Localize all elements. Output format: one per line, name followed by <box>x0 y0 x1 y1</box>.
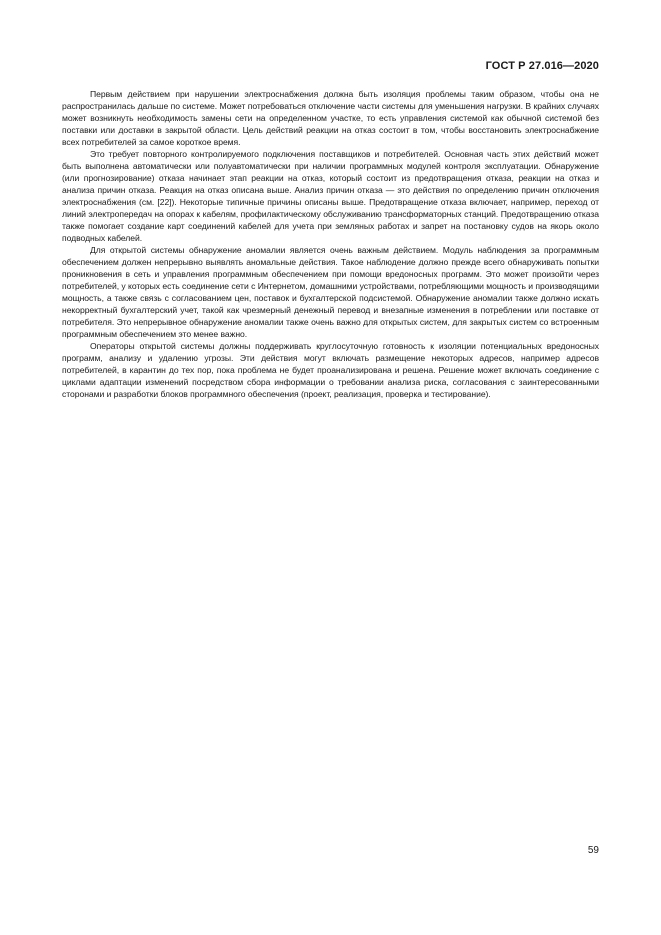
paragraph-operators: Операторы открытой системы должны поддерживать круглосуточную готовность к изоляции потенциальных вредоносных программ, анализу и удалению угрозы. Эти действия могут включать размещение некоторых адресов, например адресов потребителей, в карантин до тех пор, пока проблема не будет проанализирована и решена. Решение может включать соединение с циклами адаптации изменений посредством сбора информации о требовании анализа риска, согласования с заинтересованными сторонами и разработки блоков программного обеспечения (проект, реализация, проверка и тестирование). <box>62 341 599 399</box>
page-number: 59 <box>587 845 599 856</box>
paragraph-anomaly-detection: Для открытой системы обнаружение аномалии является очень важным действием. Модуль наблюдения за программным обеспечением должен непрерывно выявлять аномальные действия. Такое наблюдение должно прежде всего обнаруживать попытки проникновения в сеть и управления программным обеспечением при помощи вредоносных программ. Это может произойти через потребителей, у которых есть соединение сети с Интернетом, домашними устройствами, потребляющими мощность и производящими мощность, а также связь с согласованием цен, поставок и бухгалтерской подсистемой. Обнаружение аномалии также должно искать некорректный бухгалтерский учет, такой как чрезмерный денежный перевод и внезапные изменения в потреблении или поставке от потребителя. Это непрерывное обнаружение аномалии также очень важно для открытых систем, для закрытых систем со встроенным программным обеспечением это менее важно. <box>62 245 599 339</box>
paragraph-isolation: Первым действием при нарушении электроснабжения должна быть изоляция проблемы таким образом, чтобы она не распространилась дальше по системе. Может потребоваться отключение части системы для уменьшения нагрузки. В крайних случаях может возникнуть необходимость замены сети на определенном участке, то есть управления системой как обычной системой без поставки или доставки в закрытой области. Цель действий реакции на отказ состоит в том, чтобы восстановить электроснабжение всех потребителей за самое короткое время. <box>62 89 599 147</box>
document-number-header: ГОСТ Р 27.016—2020 <box>485 60 599 72</box>
paragraph-reconnection: Это требует повторного контролируемого подключения поставщиков и потребителей. Основная часть этих действий может быть выполнена автоматически или полуавтоматически при наличии программных модулей контроля эксплуатации. Обнаружение (или прогнозирование) отказа начинает этап реакции на отказ, который состоит из предотвращения отказа, реакции на отказ и анализа причин отказа. Реакция на отказ описана выше. Анализ причин отказа — это действия по определению причин отключения электроснабжения (см. [22]). Некоторые типичные причины описаны выше. Предотвращение отказа включает, например, переход от линий электропередач на опорах к кабелям, профилактическому обслуживанию трансформаторных станций. Предотвращению отказа также помогает создание карт соединений кабелей для учета при земляных работах и запрет на постановку судов на якорь около подводных кабелей. <box>62 149 599 243</box>
body-text <box>62 88 599 400</box>
